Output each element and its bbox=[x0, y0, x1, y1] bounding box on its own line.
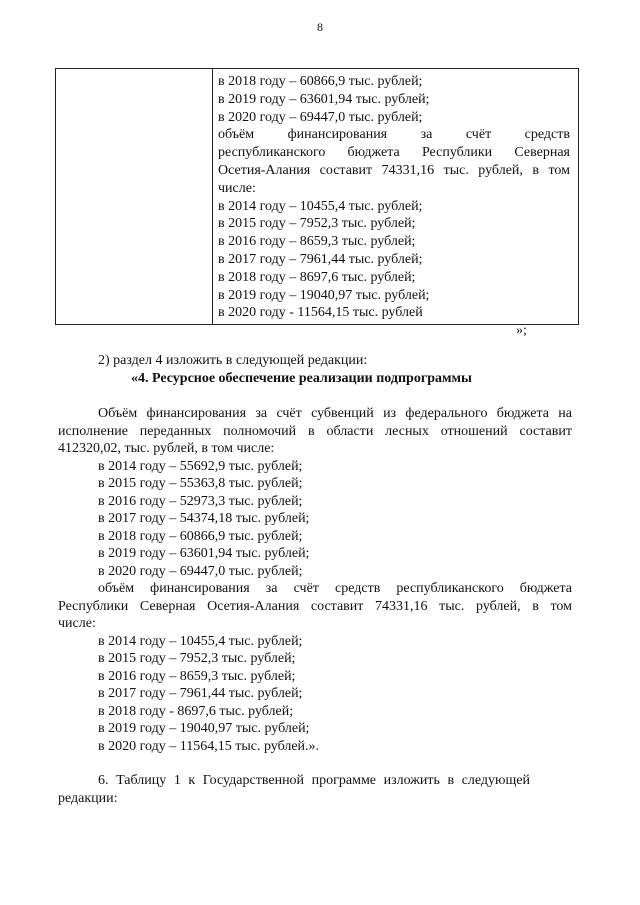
table-line: Осетия-Алания составит 74331,16 тыс. рублей, в том bbox=[218, 162, 570, 178]
table-line: в 2020 году – 69447,0 тыс. рублей; bbox=[218, 109, 423, 125]
paragraph-line: 412320,02, тыс. рублей, в том числе: bbox=[58, 441, 275, 456]
paragraph-line: числе: bbox=[58, 616, 96, 631]
list-item: в 2017 году – 7961,44 тыс. рублей; bbox=[98, 686, 303, 701]
list-item: в 2019 году – 19040,97 тыс. рублей; bbox=[98, 721, 310, 736]
paragraph-line: Объём финансирования за счёт субвенций из федерального бюджета на bbox=[98, 406, 572, 421]
list-item: в 2020 году – 11564,15 тыс. рублей.». bbox=[98, 739, 320, 754]
table-line: в 2015 году – 7952,3 тыс. рублей; bbox=[218, 216, 416, 232]
table-line: в 2018 году – 60866,9 тыс. рублей; bbox=[218, 74, 423, 89]
table-line: числе: bbox=[218, 180, 256, 196]
list-item: в 2019 году – 63601,94 тыс. рублей; bbox=[98, 546, 310, 561]
list-item: в 2015 году – 7952,3 тыс. рублей; bbox=[98, 651, 296, 666]
table-line: в 2014 году – 10455,4 тыс. рублей; bbox=[218, 198, 423, 214]
financing-table bbox=[55, 68, 579, 325]
list-item: в 2018 году – 60866,9 тыс. рублей; bbox=[98, 529, 303, 544]
table-line: республиканского бюджета Республики Северная bbox=[218, 145, 570, 161]
table-right-cell bbox=[213, 69, 579, 325]
table-left-cell bbox=[56, 69, 213, 325]
item-6-line: редакции: bbox=[58, 791, 118, 806]
table-closing-mark: »; bbox=[516, 323, 527, 338]
list-item: в 2016 году – 8659,3 тыс. рублей; bbox=[98, 669, 296, 684]
page-number: 8 bbox=[317, 20, 323, 34]
list-item: в 2017 году – 54374,18 тыс. рублей; bbox=[98, 511, 310, 526]
list-item: в 2014 году – 10455,4 тыс. рублей; bbox=[98, 634, 303, 649]
list-item: в 2015 году – 55363,8 тыс. рублей; bbox=[98, 476, 303, 491]
item-2-text: 2) раздел 4 изложить в следующей редакции: bbox=[98, 353, 368, 368]
table-line: в 2017 году – 7961,44 тыс. рублей; bbox=[218, 251, 423, 267]
table-line: объём финансирования за счёт средств bbox=[218, 127, 570, 143]
list-item: в 2016 году – 52973,3 тыс. рублей; bbox=[98, 494, 303, 509]
table-line: в 2020 году - 11564,15 тыс. рублей bbox=[218, 305, 423, 321]
list-item: в 2018 году - 8697,6 тыс. рублей; bbox=[98, 704, 294, 719]
section-heading: «4. Ресурсное обеспечение реализации подпрограммы bbox=[131, 371, 472, 386]
list-item: в 2014 году – 55692,9 тыс. рублей; bbox=[98, 459, 303, 474]
table-line: в 2019 году – 19040,97 тыс. рублей; bbox=[218, 287, 430, 303]
item-6-line: 6. Таблицу 1 к Государственной программе изложить в следующей bbox=[98, 773, 530, 788]
paragraph-line: Республики Северная Осетия-Алания составит 74331,16 тыс. рублей, в том bbox=[58, 599, 572, 614]
table-line: в 2018 году – 8697,6 тыс. рублей; bbox=[218, 269, 416, 285]
paragraph-line: исполнение переданных полномочий в области лесных отношений составит bbox=[58, 424, 572, 439]
table-line: в 2019 году – 63601,94 тыс. рублей; bbox=[218, 91, 430, 107]
paragraph-line: объём финансирования за счёт средств республиканского бюджета bbox=[98, 581, 572, 596]
list-item: в 2020 году – 69447,0 тыс. рублей; bbox=[98, 564, 303, 579]
table-row bbox=[56, 69, 579, 325]
table-line: в 2016 году – 8659,3 тыс. рублей; bbox=[218, 234, 416, 250]
